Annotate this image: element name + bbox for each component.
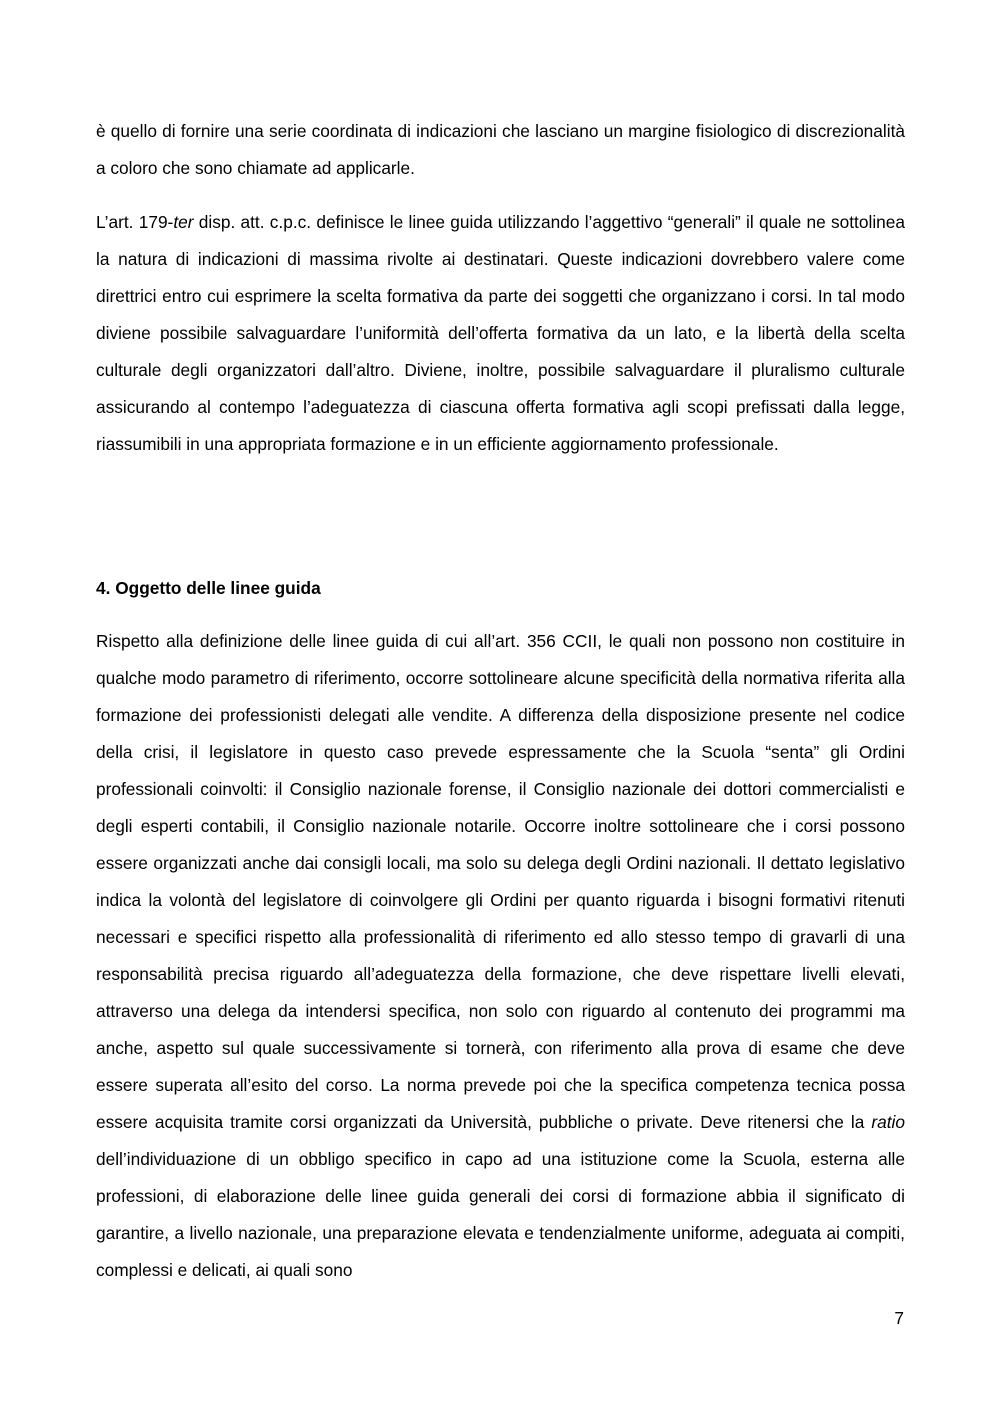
paragraph-1-text: è quello di fornire una serie coordinata di indicazioni che lasciano un margine fisiologico di discrezionalità a coloro che sono chiamate ad applicarle.	[96, 121, 905, 178]
paragraph-3-italic-term: ratio	[871, 1112, 905, 1132]
paragraph-3-text-start: Rispetto alla definizione delle linee guida di cui all’art. 356 CCII, le quali non possono non costituire in qualche modo parametro di riferimento, occorre sottolineare alcune specificità della normativa riferita alla formazione dei professionisti delegati alle vendite. A differenza della disposizione presente nel codice della crisi, il legislatore in questo caso prevede espressamente che la Scuola “senta” gli Ordini professionali coinvolti: il Consiglio nazionale forense, il Consiglio nazionale dei dottori commercialisti e degli esperti contabili, il Consiglio nazionale notarile. Occorre inoltre sottolineare che i corsi possono essere organizzati anche dai consigli locali, ma solo su delega degli Ordini nazionali. Il dettato legislativo indica la volontà del legislatore di coinvolgere gli Ordini per quanto riguarda i bisogni formativi ritenuti necessari e specifici rispetto alla professionalità di riferimento ed allo stesso tempo di gravarli di una responsabilità precisa riguardo all’adeguatezza della formazione, che deve rispettare livelli elevati, attraverso una delega da intendersi specifica, non solo con riguardo al contenuto dei programmi ma anche, aspetto sul quale successivamente si tornerà, con riferimento alla prova di esame che deve essere superata all’esito del corso. La norma prevede poi che la specifica competenza tecnica possa essere acquisita tramite corsi organizzati da Università, pubbliche o private. Deve ritenersi che la	[96, 631, 905, 1132]
section-heading: 4. Oggetto delle linee guida	[96, 578, 321, 598]
paragraph-3-text-end: dell’individuazione di un obbligo specifico in capo ad una istituzione come la Scuola, esterna alle professioni, di elaborazione delle linee guida generali dei corsi di formazione abbia il significato di garantire, a livello nazionale, una preparazione elevata e tendenzialmente uniforme, adeguata ai compiti, complessi e delicati, ai quali sono	[96, 1149, 905, 1280]
page-number: 7	[894, 1308, 904, 1328]
paragraph-3	[96, 623, 905, 1289]
paragraph-2	[96, 204, 905, 463]
paragraph-2-text-start: L’art. 179-	[96, 212, 174, 232]
paragraph-2-text-end: disp. att. c.p.c. definisce le linee guida utilizzando l’aggettivo “generali” il quale ne sottolinea la natura di indicazioni di massima rivolte ai destinatari. Queste indicazioni dovrebbero valere come direttrici entro cui esprimere la scelta formativa da parte dei soggetti che organizzano i corsi. In tal modo diviene possibile salvaguardare l’uniformità dell’offerta formativa da un lato, e la libertà della scelta culturale degli organizzatori dall’altro. Diviene, inoltre, possibile salvaguardare il pluralismo culturale assicurando al contempo l’adeguatezza di ciascuna offerta formativa agli scopi prefissati dalla legge, riassumibili in una appropriata formazione e in un efficiente aggiornamento professionale.	[96, 212, 905, 454]
paragraph-2-italic-term: ter	[173, 212, 194, 232]
paragraph-1	[96, 113, 905, 187]
